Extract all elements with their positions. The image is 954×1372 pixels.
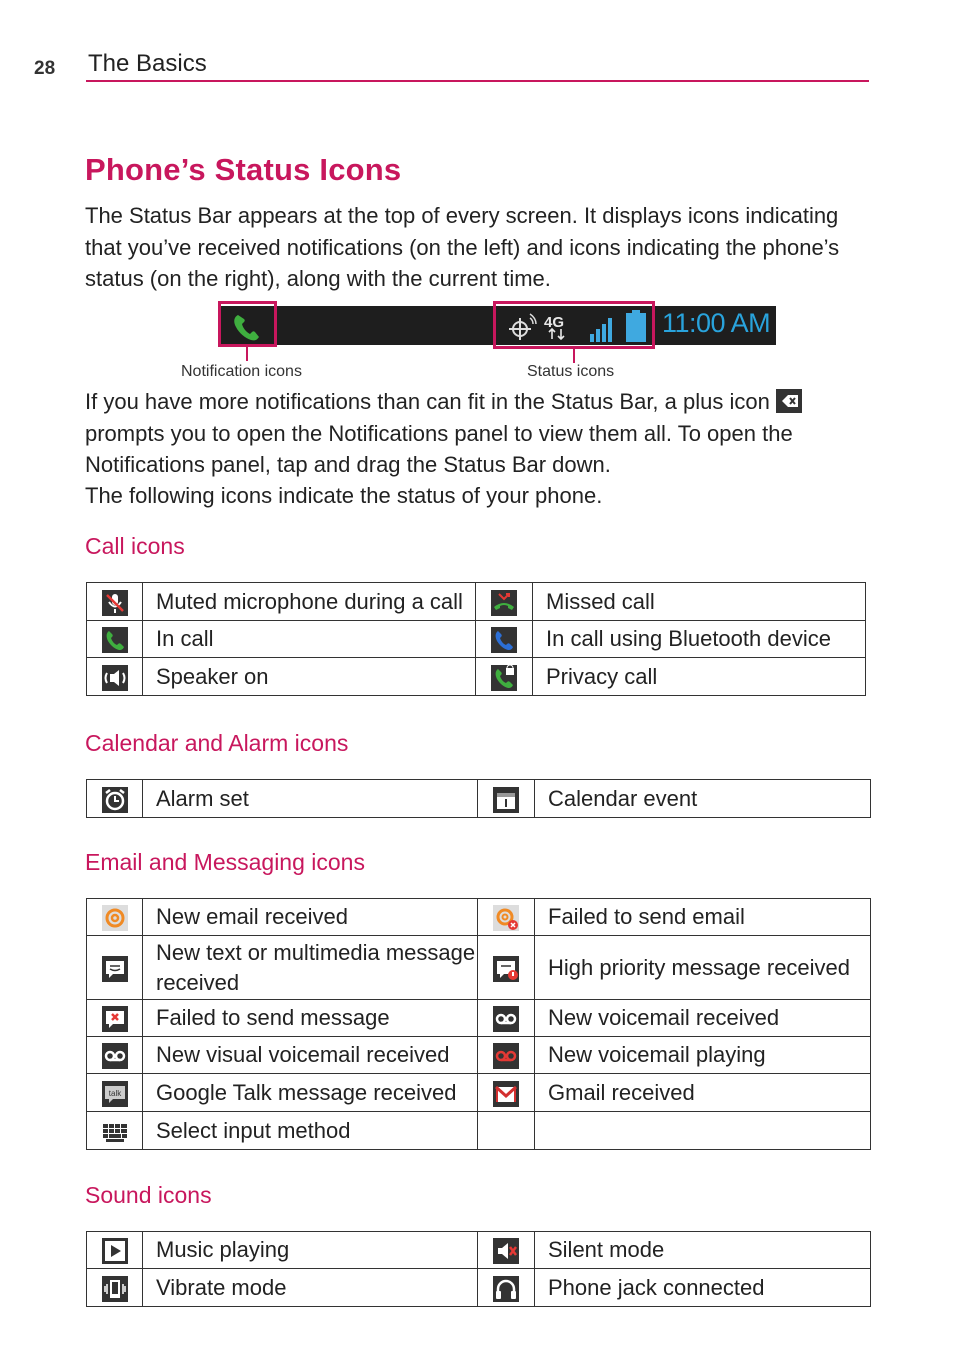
table-row (87, 780, 871, 818)
calendar-icon (478, 780, 535, 818)
notification-highlight-box (218, 301, 277, 347)
table-row (87, 583, 866, 621)
page-title: Phone’s Status Icons (85, 152, 402, 187)
call-icons-heading: Call icons (85, 533, 185, 559)
status-icons-label: Status icons (527, 363, 615, 380)
select-input-label: Select input method (143, 1112, 478, 1150)
page-number: 28 (34, 58, 56, 79)
intro-paragraph: The Status Bar appears at the top of every screen. It displays icons indicating that you’ve received notifications (on the left) and icons indicating the phone’s status (on the right), along with the current time. (85, 203, 840, 291)
alarm-set-label: Alarm set (143, 780, 478, 818)
table-row (87, 621, 866, 658)
calendar-alarm-heading: Calendar and Alarm icons (85, 730, 349, 756)
in-call-label: In call (143, 621, 476, 658)
section-title: The Basics (88, 50, 207, 77)
failed-email-label: Failed to send email (535, 899, 871, 936)
voicemail-playing-label: New voicemail playing (535, 1037, 871, 1074)
muted-mic-label: Muted microphone during a call (143, 583, 476, 621)
sound-icons-heading: Sound icons (85, 1182, 212, 1208)
table-row (87, 1000, 871, 1037)
table-row (87, 899, 871, 936)
headphone-icon (478, 1269, 535, 1307)
silent-mode-icon (478, 1232, 535, 1269)
header-rule (86, 80, 869, 82)
following-icons-text: The following icons indicate the status of your phone. (85, 483, 603, 508)
email-messaging-heading: Email and Messaging icons (85, 849, 365, 875)
phone-jack-label: Phone jack connected (535, 1269, 871, 1307)
call-icons-table (86, 582, 866, 696)
table-row (87, 1037, 871, 1074)
failed-message-icon (87, 1000, 143, 1037)
missed-call-label: Missed call (533, 583, 866, 621)
visual-voicemail-label: New visual voicemail received (143, 1037, 478, 1074)
table-row (87, 1074, 871, 1112)
google-talk-icon (87, 1074, 143, 1112)
voicemail-icon (478, 1000, 535, 1037)
plus-icon-paragraph (85, 386, 875, 481)
status-highlight-box (493, 301, 655, 349)
calendar-alarm-table (86, 779, 871, 818)
priority-message-icon (478, 936, 535, 1000)
voicemail-label: New voicemail received (535, 1000, 871, 1037)
table-row (87, 658, 866, 696)
bluetooth-call-label: In call using Bluetooth device (533, 621, 866, 658)
music-playing-icon (87, 1232, 143, 1269)
new-message-icon (87, 936, 143, 1000)
table-row (87, 1232, 871, 1269)
network-type-icon: 4G (544, 314, 565, 331)
failed-email-icon (478, 899, 535, 936)
new-email-label: New email received (143, 899, 478, 936)
svg-text:talk: talk (108, 1088, 121, 1098)
new-message-label: New text or multimedia message received (143, 936, 478, 1000)
gmail-label: Gmail received (535, 1074, 871, 1112)
privacy-call-label: Privacy call (533, 658, 866, 696)
privacy-call-icon (476, 658, 533, 696)
plus-icon (776, 389, 802, 413)
notification-callout-line (246, 347, 248, 361)
bluetooth-call-icon (476, 621, 533, 658)
silent-mode-label: Silent mode (535, 1232, 871, 1269)
visual-voicemail-icon (87, 1037, 143, 1074)
alarm-icon (87, 780, 143, 818)
plus-text-before: If you have more notifications than can fit in the Status Bar, a plus icon (85, 389, 770, 414)
speaker-on-label: Speaker on (143, 658, 476, 696)
status-bar-time: 11:00 AM (662, 308, 771, 338)
sound-icons-table (86, 1231, 871, 1307)
failed-message-label: Failed to send message (143, 1000, 478, 1037)
muted-mic-icon (87, 583, 143, 621)
priority-message-label: High priority message received (535, 936, 871, 1000)
plus-text-after: prompts you to open the Notifications panel to view them all. To open the Notifications panel, tap and drag the Status Bar down. (85, 420, 793, 477)
status-callout-line (573, 349, 575, 363)
new-email-icon (87, 899, 143, 936)
table-row (87, 1112, 871, 1150)
calendar-event-label: Calendar event (535, 780, 871, 818)
music-playing-label: Music playing (143, 1232, 478, 1269)
email-messaging-table (86, 898, 871, 1150)
google-talk-label: Google Talk message received (143, 1074, 478, 1112)
gmail-icon (478, 1074, 535, 1112)
vibrate-mode-icon (87, 1269, 143, 1307)
vibrate-mode-label: Vibrate mode (143, 1269, 478, 1307)
table-row (87, 936, 871, 1000)
missed-call-icon (476, 583, 533, 621)
in-call-icon (87, 621, 143, 658)
empty-label-cell (535, 1112, 871, 1150)
voicemail-playing-icon (478, 1037, 535, 1074)
speaker-on-icon (87, 658, 143, 696)
empty-icon-cell (478, 1112, 535, 1150)
table-row (87, 1269, 871, 1307)
keyboard-icon (87, 1112, 143, 1150)
notification-icons-label: Notification icons (181, 363, 302, 380)
